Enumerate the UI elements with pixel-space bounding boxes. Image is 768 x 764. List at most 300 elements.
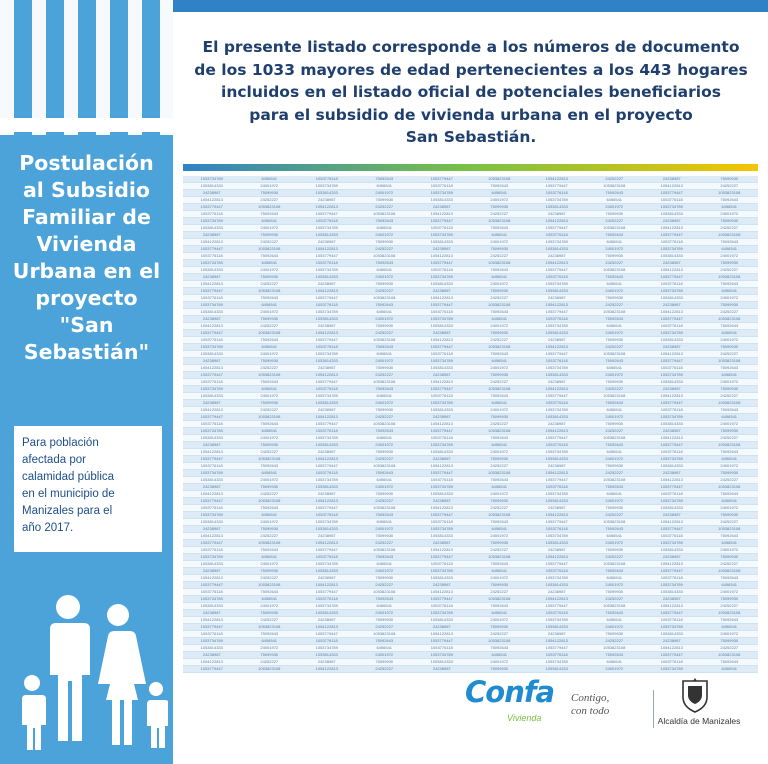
table-cell: 6456541 xyxy=(356,183,414,190)
table-cell: 1053776118 xyxy=(413,645,471,652)
table-cell: 24252227 xyxy=(586,470,644,477)
table-cell: 75099930 xyxy=(471,372,529,379)
table-cell: 75099930 xyxy=(241,652,299,659)
table-cell: 1053823108 xyxy=(241,498,299,505)
table-cell: 24001972 xyxy=(586,666,644,673)
table-cell: 75099930 xyxy=(701,596,759,603)
table-cell: 1053823108 xyxy=(471,176,529,183)
table-cell: 75099930 xyxy=(356,323,414,330)
table-cell: 24238987 xyxy=(643,386,701,393)
table-cell: 1053779447 xyxy=(183,456,241,463)
table-cell: 1053779447 xyxy=(298,337,356,344)
table-cell: 6456541 xyxy=(701,456,759,463)
heading-line: incluidos en el listado oficial de potenciales beneficiarios xyxy=(221,83,721,101)
table-cell: 1053734789 xyxy=(413,610,471,617)
table-row xyxy=(183,246,758,253)
table-cell: 75092643 xyxy=(471,393,529,400)
table-cell: 1053779447 xyxy=(298,211,356,218)
table-cell: 24238987 xyxy=(413,288,471,295)
table-cell: 1053823108 xyxy=(586,183,644,190)
table-cell: 24252227 xyxy=(701,309,759,316)
table-cell: 75092643 xyxy=(701,575,759,582)
table-cell: 1053814333 xyxy=(413,323,471,330)
table-cell: 24001972 xyxy=(241,561,299,568)
table-cell: 1053814333 xyxy=(643,631,701,638)
table-cell: 24252227 xyxy=(356,372,414,379)
table-cell: 75092643 xyxy=(701,281,759,288)
table-cell: 1053814333 xyxy=(528,456,586,463)
table-cell: 24252227 xyxy=(701,435,759,442)
table-cell: 1053779447 xyxy=(183,540,241,547)
table-cell: 24001972 xyxy=(356,316,414,323)
table-row xyxy=(183,267,758,274)
table-cell: 1053776118 xyxy=(413,519,471,526)
table-row xyxy=(183,281,758,288)
table-cell: 1053823108 xyxy=(356,337,414,344)
table-cell: 1053776118 xyxy=(298,260,356,267)
table-row xyxy=(183,407,758,414)
table-cell: 75092643 xyxy=(471,309,529,316)
table-row xyxy=(183,197,758,204)
table-cell: 6456541 xyxy=(241,554,299,561)
table-cell: 24238987 xyxy=(183,610,241,617)
table-cell: 1053823108 xyxy=(471,428,529,435)
table-cell: 1053779447 xyxy=(643,274,701,281)
table-cell: 75092643 xyxy=(471,561,529,568)
table-cell: 75099930 xyxy=(586,463,644,470)
table-row xyxy=(183,638,758,645)
table-cell: 1053776118 xyxy=(528,652,586,659)
table-cell: 1053823108 xyxy=(701,358,759,365)
table-cell: 6456541 xyxy=(701,498,759,505)
table-cell: 1053776118 xyxy=(528,400,586,407)
table-row xyxy=(183,610,758,617)
table-cell xyxy=(528,673,586,674)
table-cell: 1053734789 xyxy=(183,176,241,183)
table-row xyxy=(183,239,758,246)
table-cell: 75099930 xyxy=(586,547,644,554)
table-cell: 6456541 xyxy=(356,645,414,652)
table-cell: 1053776118 xyxy=(643,365,701,372)
table-cell: 75092643 xyxy=(586,526,644,533)
table-cell: 1053823108 xyxy=(241,330,299,337)
table-cell: 1053776118 xyxy=(183,295,241,302)
table-cell: 75092643 xyxy=(471,519,529,526)
table-cell: 1054122813 xyxy=(298,204,356,211)
table-cell: 1053779447 xyxy=(643,652,701,659)
table-cell: 1053823108 xyxy=(701,190,759,197)
table-row xyxy=(183,603,758,610)
table-cell: 75099930 xyxy=(241,274,299,281)
table-row xyxy=(183,365,758,372)
table-cell: 24252227 xyxy=(586,302,644,309)
table-cell: 1053734789 xyxy=(298,351,356,358)
table-row xyxy=(183,330,758,337)
table-cell: 1053776118 xyxy=(183,421,241,428)
table-cell: 24238987 xyxy=(298,449,356,456)
table-cell: 24238987 xyxy=(643,344,701,351)
table-cell: 6456541 xyxy=(356,561,414,568)
table-cell: 1053734789 xyxy=(183,428,241,435)
table-row xyxy=(183,316,758,323)
table-cell: 75092643 xyxy=(241,547,299,554)
table-cell: 1053823108 xyxy=(701,484,759,491)
table-cell: 1053776118 xyxy=(643,491,701,498)
table-cell xyxy=(586,673,644,674)
table-cell: 1053823108 xyxy=(586,393,644,400)
table-cell: 1053814333 xyxy=(413,407,471,414)
table-row xyxy=(183,218,758,225)
table-cell: 24238987 xyxy=(643,176,701,183)
table-cell: 6456541 xyxy=(356,351,414,358)
table-cell: 24238987 xyxy=(643,428,701,435)
table-cell: 6456541 xyxy=(471,358,529,365)
table-cell: 1053779447 xyxy=(183,372,241,379)
table-cell: 1053776118 xyxy=(643,533,701,540)
table-cell: 1053779447 xyxy=(643,316,701,323)
table-cell: 75092643 xyxy=(241,253,299,260)
table-cell: 1054122813 xyxy=(183,197,241,204)
table-cell: 1053823108 xyxy=(241,540,299,547)
table-cell: 24252227 xyxy=(586,260,644,267)
table-cell: 6456541 xyxy=(586,365,644,372)
table-row xyxy=(183,309,758,316)
table-cell: 24252227 xyxy=(701,603,759,610)
document-table xyxy=(183,176,758,673)
table-cell: 1054122813 xyxy=(528,470,586,477)
table-cell: 24238987 xyxy=(183,316,241,323)
table-cell: 75092643 xyxy=(586,484,644,491)
table-cell: 1054122813 xyxy=(643,477,701,484)
table-cell: 1053776118 xyxy=(298,512,356,519)
table-cell: 6456541 xyxy=(356,477,414,484)
table-cell: 24238987 xyxy=(643,302,701,309)
table-cell: 75099930 xyxy=(471,540,529,547)
table-cell: 1054122813 xyxy=(413,547,471,554)
table-cell: 6456541 xyxy=(701,288,759,295)
table-cell: 24001972 xyxy=(701,589,759,596)
table-cell: 1053823108 xyxy=(586,351,644,358)
table-cell: 75099930 xyxy=(241,400,299,407)
table-cell: 75092643 xyxy=(241,505,299,512)
table-cell: 1053814333 xyxy=(528,246,586,253)
table-cell: 1054122813 xyxy=(528,554,586,561)
table-row xyxy=(183,435,758,442)
table-cell: 1053814333 xyxy=(298,442,356,449)
table-cell: 75092643 xyxy=(241,337,299,344)
table-cell: 24001972 xyxy=(471,659,529,666)
table-cell: 24001972 xyxy=(701,295,759,302)
table-cell: 75092643 xyxy=(701,533,759,540)
table-cell: 1054122813 xyxy=(643,561,701,568)
table-cell: 1053779447 xyxy=(413,512,471,519)
table-cell: 1054122813 xyxy=(298,498,356,505)
table-cell: 75092643 xyxy=(356,176,414,183)
table-cell: 1053734789 xyxy=(298,477,356,484)
table-cell: 24252227 xyxy=(241,617,299,624)
table-cell: 1053776118 xyxy=(183,211,241,218)
table-cell: 1054122813 xyxy=(183,239,241,246)
table-row xyxy=(183,582,758,589)
table-cell: 1053779447 xyxy=(528,603,586,610)
table-cell: 24238987 xyxy=(413,330,471,337)
table-cell: 1054122813 xyxy=(298,456,356,463)
table-cell: 1053776118 xyxy=(528,442,586,449)
table-cell: 24252227 xyxy=(356,498,414,505)
table-cell: 1053776118 xyxy=(183,337,241,344)
heading-line: El presente listado corresponde a los números de documento xyxy=(202,38,740,56)
table-cell: 6456541 xyxy=(356,267,414,274)
table-cell: 1053823108 xyxy=(701,526,759,533)
table-cell: 1053776118 xyxy=(413,435,471,442)
table-cell: 1053814333 xyxy=(413,533,471,540)
table-cell: 75099930 xyxy=(471,624,529,631)
table-cell: 24252227 xyxy=(241,533,299,540)
table-cell: 24238987 xyxy=(528,337,586,344)
table-cell: 1053734789 xyxy=(643,624,701,631)
table-cell: 1053776118 xyxy=(413,393,471,400)
table-cell: 1053776118 xyxy=(643,323,701,330)
table-cell: 1053779447 xyxy=(183,246,241,253)
table-cell: 75099930 xyxy=(241,526,299,533)
table-row xyxy=(183,596,758,603)
table-row xyxy=(183,351,758,358)
table-cell: 75099930 xyxy=(701,386,759,393)
table-cell: 1053814333 xyxy=(643,211,701,218)
table-cell: 1053814333 xyxy=(528,540,586,547)
table-cell: 24238987 xyxy=(298,281,356,288)
table-cell: 24252227 xyxy=(356,330,414,337)
table-cell: 1053734789 xyxy=(528,491,586,498)
table-cell: 75092643 xyxy=(356,218,414,225)
table-cell: 24238987 xyxy=(183,400,241,407)
table-cell: 1053779447 xyxy=(413,470,471,477)
table-cell: 1053779447 xyxy=(413,344,471,351)
table-cell: 75092643 xyxy=(701,365,759,372)
table-cell: 1053776118 xyxy=(643,617,701,624)
table-cell: 75092643 xyxy=(356,260,414,267)
table-cell: 1053814333 xyxy=(643,379,701,386)
table-cell: 24001972 xyxy=(586,288,644,295)
table-cell: 1054122813 xyxy=(643,393,701,400)
table-cell: 1053734789 xyxy=(183,260,241,267)
table-row xyxy=(183,358,758,365)
table-cell: 1053776118 xyxy=(643,197,701,204)
table-row xyxy=(183,659,758,666)
table-cell: 1054122813 xyxy=(183,491,241,498)
table-row xyxy=(183,211,758,218)
table-cell: 24238987 xyxy=(528,631,586,638)
table-cell: 1053779447 xyxy=(643,442,701,449)
table-cell: 6456541 xyxy=(356,393,414,400)
table-cell: 1053734789 xyxy=(528,449,586,456)
table-cell: 1054122813 xyxy=(413,379,471,386)
table-row xyxy=(183,323,758,330)
coat-of-arms-icon xyxy=(679,678,711,714)
table-cell: 1053779447 xyxy=(413,638,471,645)
table-cell: 24238987 xyxy=(298,323,356,330)
table-cell: 1053779447 xyxy=(643,400,701,407)
table-cell: 24252227 xyxy=(586,218,644,225)
table-cell: 75092643 xyxy=(356,428,414,435)
table-row xyxy=(183,491,758,498)
table-cell: 24001972 xyxy=(701,337,759,344)
table-cell: 75099930 xyxy=(356,407,414,414)
table-row xyxy=(183,617,758,624)
table-row xyxy=(183,456,758,463)
table-cell: 1053814333 xyxy=(298,316,356,323)
table-cell: 75099930 xyxy=(241,316,299,323)
table-cell: 24001972 xyxy=(356,610,414,617)
table-cell: 1054122813 xyxy=(528,260,586,267)
decor-stripe xyxy=(160,0,173,135)
table-cell: 24001972 xyxy=(471,281,529,288)
table-cell: 75099930 xyxy=(701,512,759,519)
table-cell: 1053734789 xyxy=(298,603,356,610)
table-cell: 1053734789 xyxy=(413,526,471,533)
table-row xyxy=(183,288,758,295)
table-cell: 1053823108 xyxy=(241,582,299,589)
table-cell: 24001972 xyxy=(356,652,414,659)
table-cell: 1053823108 xyxy=(471,260,529,267)
table-cell: 1053734789 xyxy=(413,400,471,407)
table-cell: 1053776118 xyxy=(413,603,471,610)
table-cell: 1053734789 xyxy=(528,407,586,414)
table-cell: 24252227 xyxy=(701,225,759,232)
table-cell: 1053776118 xyxy=(298,344,356,351)
table-cell xyxy=(643,673,701,674)
table-cell: 1054122813 xyxy=(413,295,471,302)
table-cell: 24001972 xyxy=(241,603,299,610)
table-cell: 1053814333 xyxy=(413,197,471,204)
table-cell: 75092643 xyxy=(356,596,414,603)
table-cell: 1053823108 xyxy=(356,547,414,554)
table-cell: 24238987 xyxy=(413,582,471,589)
table-cell: 1053814333 xyxy=(643,589,701,596)
table-cell: 1053814333 xyxy=(183,519,241,526)
table-cell: 1053776118 xyxy=(528,190,586,197)
table-cell: 1053776118 xyxy=(298,176,356,183)
table-cell: 24001972 xyxy=(241,477,299,484)
table-cell: 6456541 xyxy=(586,239,644,246)
table-cell: 75099930 xyxy=(586,631,644,638)
table-cell: 1053779447 xyxy=(298,463,356,470)
table-row xyxy=(183,414,758,421)
table-cell: 75099930 xyxy=(471,246,529,253)
table-cell: 1053734789 xyxy=(413,232,471,239)
table-cell: 24001972 xyxy=(356,484,414,491)
table-cell: 1053779447 xyxy=(643,358,701,365)
table-cell: 75092643 xyxy=(701,617,759,624)
table-cell: 24001972 xyxy=(471,239,529,246)
table-cell: 1053734789 xyxy=(643,288,701,295)
table-cell: 1053814333 xyxy=(413,491,471,498)
table-cell: 1053734789 xyxy=(183,470,241,477)
table-cell: 24238987 xyxy=(643,512,701,519)
table-cell: 1054122813 xyxy=(413,337,471,344)
table-cell: 1053814333 xyxy=(528,372,586,379)
table-cell: 1053823108 xyxy=(586,645,644,652)
table-cell: 75099930 xyxy=(586,337,644,344)
table-cell: 24238987 xyxy=(643,218,701,225)
table-cell: 1053776118 xyxy=(528,316,586,323)
table-cell: 1053776118 xyxy=(643,659,701,666)
table-cell: 24238987 xyxy=(643,554,701,561)
table-cell: 1054122813 xyxy=(528,428,586,435)
table-cell: 1053814333 xyxy=(413,281,471,288)
heading-line: San Sebastián. xyxy=(405,128,537,146)
table-cell: 75099930 xyxy=(701,260,759,267)
table-cell: 24001972 xyxy=(356,568,414,575)
table-cell: 1053814333 xyxy=(528,582,586,589)
table-cell xyxy=(701,673,759,674)
table-cell: 75092643 xyxy=(241,463,299,470)
table-cell: 6456541 xyxy=(586,617,644,624)
table-cell: 1053779447 xyxy=(413,554,471,561)
table-cell: 1053776118 xyxy=(413,183,471,190)
table-cell: 1054122813 xyxy=(643,645,701,652)
table-cell: 75099930 xyxy=(356,617,414,624)
decor-stripe xyxy=(64,0,78,135)
table-cell: 1053823108 xyxy=(356,211,414,218)
table-cell: 1053814333 xyxy=(528,666,586,673)
table-cell: 75099930 xyxy=(356,449,414,456)
table-cell: 1053814333 xyxy=(413,575,471,582)
table-cell: 24001972 xyxy=(471,449,529,456)
table-cell: 1053734789 xyxy=(298,393,356,400)
table-cell: 1053776118 xyxy=(643,407,701,414)
table-cell: 1053734789 xyxy=(183,218,241,225)
table-cell: 1053779447 xyxy=(528,561,586,568)
table-cell: 24001972 xyxy=(471,617,529,624)
heading xyxy=(191,36,751,149)
table-cell: 1053734789 xyxy=(643,372,701,379)
table-cell: 6456541 xyxy=(241,428,299,435)
table-cell xyxy=(183,673,241,674)
table-cell: 75099930 xyxy=(586,211,644,218)
table-cell: 75099930 xyxy=(241,484,299,491)
table-cell: 1053823108 xyxy=(356,505,414,512)
table-cell: 1053734789 xyxy=(298,267,356,274)
table-cell: 1053734789 xyxy=(298,645,356,652)
table-cell: 6456541 xyxy=(356,435,414,442)
table-cell: 1053814333 xyxy=(528,498,586,505)
table-cell: 6456541 xyxy=(356,309,414,316)
table-cell: 1053734789 xyxy=(413,442,471,449)
table-cell: 24238987 xyxy=(643,638,701,645)
table-cell: 1053823108 xyxy=(586,477,644,484)
table-cell: 6456541 xyxy=(241,260,299,267)
table-cell: 1053823108 xyxy=(586,225,644,232)
table-cell: 1053814333 xyxy=(643,463,701,470)
table-cell: 75092643 xyxy=(241,421,299,428)
table-cell: 1053776118 xyxy=(528,568,586,575)
table-cell: 1054122813 xyxy=(528,596,586,603)
table-cell: 1054122813 xyxy=(643,225,701,232)
table-cell: 1054122813 xyxy=(183,659,241,666)
table-cell: 1053779447 xyxy=(298,631,356,638)
table-cell: 1054122813 xyxy=(298,582,356,589)
table-cell: 1053776118 xyxy=(643,281,701,288)
table-cell: 1054122813 xyxy=(528,344,586,351)
table-cell: 75092643 xyxy=(356,554,414,561)
table-cell: 24001972 xyxy=(241,267,299,274)
table-cell: 1053823108 xyxy=(471,218,529,225)
table-cell: 1053734789 xyxy=(643,456,701,463)
table-cell: 24238987 xyxy=(183,274,241,281)
table-cell: 24238987 xyxy=(298,365,356,372)
alcaldia-label: Alcaldía de Manizales xyxy=(657,716,741,726)
